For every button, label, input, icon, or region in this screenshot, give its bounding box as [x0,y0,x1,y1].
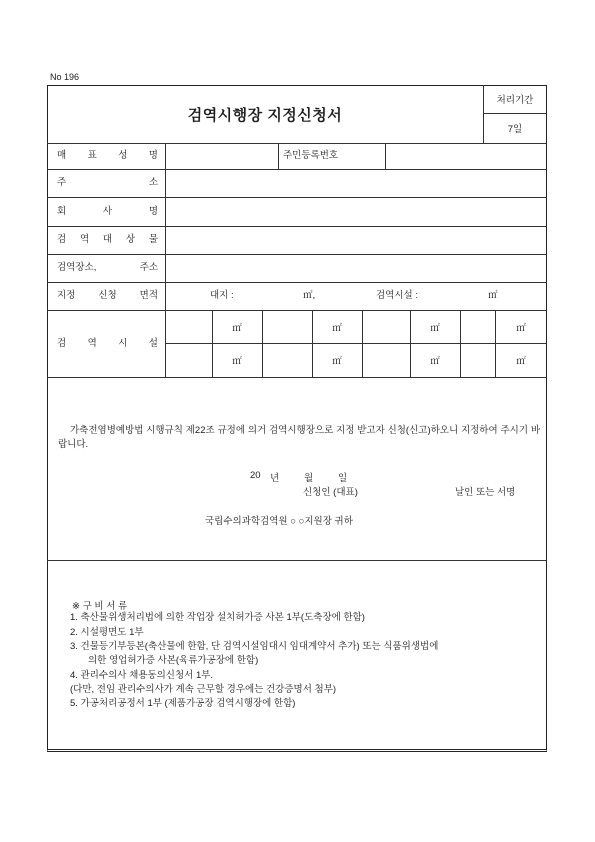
processing-period-label: 처리기간 [496,95,534,106]
column-divider [278,143,279,169]
address-field [166,170,547,197]
date-month-unit: 월 [304,473,314,484]
resident-number-field [386,144,547,169]
quarantine-location-field [166,255,547,282]
signature-label: 날인 또는 서명 [455,487,516,498]
facility-unit: ㎡ [430,322,440,334]
facility-unit: ㎡ [332,322,342,334]
quarantine-target-field [166,227,547,254]
section-divider [47,377,547,378]
requested-area-label: 지정 신청 면적 [57,290,158,301]
site-area-unit: ㎡, [303,290,316,301]
required-document-item: 2. 시설평면도 1부 [70,627,144,638]
facility-unit: ㎡ [430,356,440,367]
required-document-item: 1. 축산물위생처리법에 의한 작업장 설치허가증 사본 1부(도축장에 한함) [70,612,365,623]
address-label: 주 소 [57,177,158,188]
required-document-item: 4. 관리수의사 채용동의신청서 1부. [70,670,214,681]
facility-unit: ㎡ [232,322,242,334]
section-divider [47,560,547,561]
facility-area-unit: ㎡ [488,290,498,301]
quarantine-target-label: 검 역 대 상 물 [57,234,158,245]
company-name-field [166,198,547,226]
addressee: 국립수의과학검역원 ○ ○지원장 귀하 [205,516,353,527]
facility-unit: ㎡ [516,356,526,367]
quarantine-location-label: 검역장소, 주소 [57,262,158,273]
required-document-item: 3. 건물등기부등본(축산물에 한함, 단 검역시설임대시 임대계약서 추가) 또는 식품위생법에 [70,641,439,652]
facility-unit: ㎡ [332,356,342,367]
required-document-note: (다만, 전임 관리수의사가 계속 근무할 경우에는 건강증명서 첨부) [70,684,337,695]
site-area-label: 대지 : [210,290,234,301]
date-year: 20 [250,470,261,481]
required-document-item-continued: 의한 영업허가증 사본(육류가공장에 한함) [88,655,259,666]
facility-unit: ㎡ [516,322,526,334]
processing-period-value: 7일 [507,124,523,135]
date-year-unit: 년 [270,473,280,484]
applicant-label: 신청인 (대표) [303,487,358,498]
representative-name-field [166,144,278,169]
application-statement: 가축전염병예방법 시행규칙 제22조 규정에 의거 검역시행장으로 지정 받고자 신청(신고)하오니 지정하여 주시기 바랍니다. [58,425,540,450]
quarantine-facilities-label: 검 역 시 설 [57,338,158,349]
required-documents-heading: ※ 구 비 서 류 [72,601,128,612]
required-document-item: 5. 가공처리공정서 1부 (제품가공장 검역시행장에 한함) [70,698,296,709]
resident-number-label: 주민등록번호 [283,150,339,161]
facility-grid-column-divider [262,310,263,377]
facility-unit: ㎡ [232,356,242,367]
facility-grid-column-divider [460,310,461,377]
representative-name-label: 매 표 성 명 [57,150,158,161]
facility-grid-column-divider [362,310,363,377]
form-title: 검역시행장 지정신청서 [187,106,343,124]
form-number: No 196 [50,72,80,82]
date-day-unit: 일 [338,473,348,484]
company-name-label: 회 사 명 [57,206,158,217]
facility-area-label: 검역시설 : [376,290,418,301]
